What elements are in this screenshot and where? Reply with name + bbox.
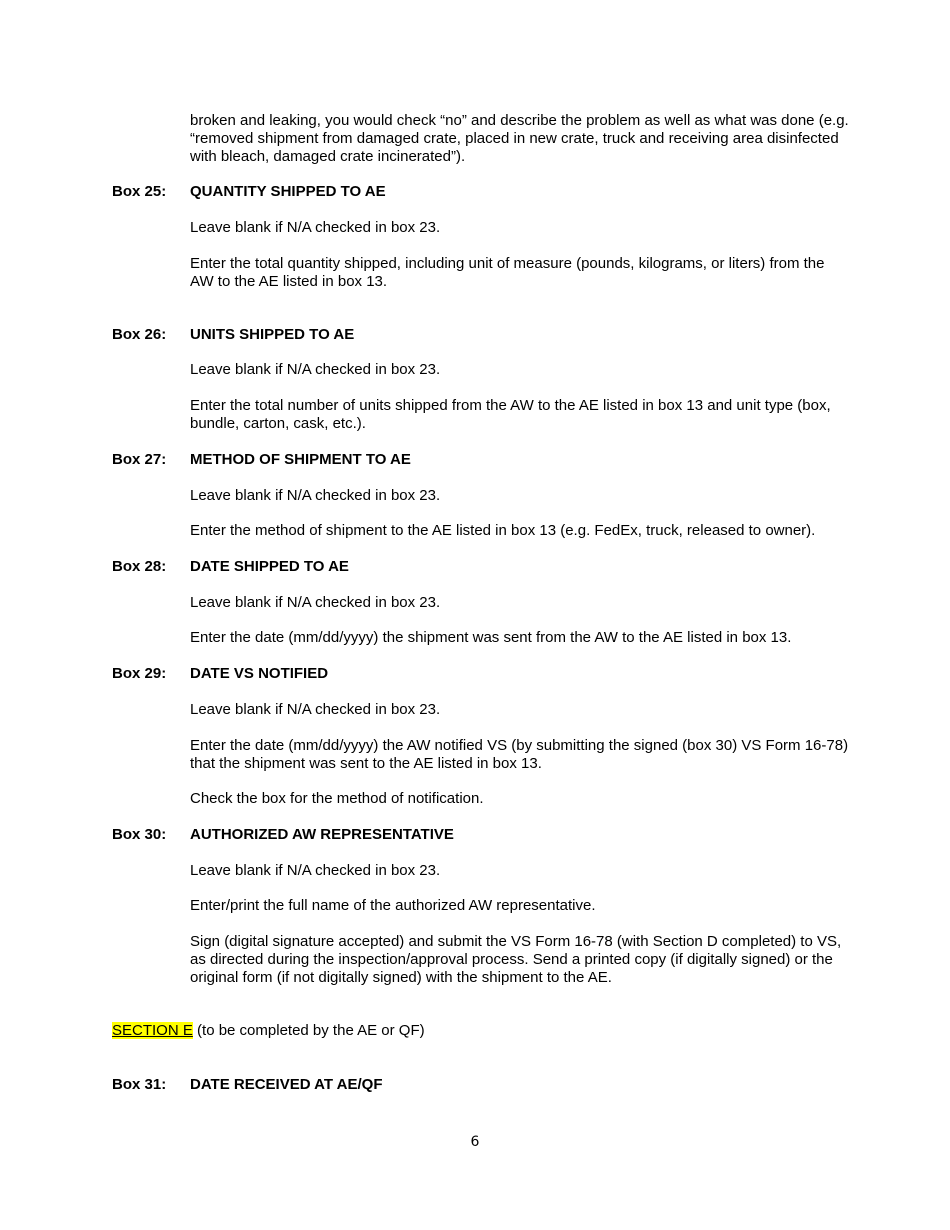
box-30-title: AUTHORIZED AW REPRESENTATIVE xyxy=(190,826,454,843)
box-28-paragraph-1: Leave blank if N/A checked in box 23. xyxy=(190,594,441,611)
box-25-paragraph-1: Leave blank if N/A checked in box 23. xyxy=(190,219,441,236)
box-31-title: DATE RECEIVED AT AE/QF xyxy=(190,1076,383,1093)
section-e-description: (to be completed by the AE or QF) xyxy=(192,1022,425,1039)
box-29-title: DATE VS NOTIFIED xyxy=(190,665,329,682)
box-30-paragraph-2: Enter/print the full name of the authorized AW representative. xyxy=(190,897,596,914)
continuation-paragraph: broken and leaking, you would check “no” and describe the problem as well as what was done (e.g. “removed shipment from damaged crate, placed in new crate, truck and receiving area disinfected with bleach, damaged crate incinerated”). xyxy=(190,112,849,165)
box-29-label: Box 29: xyxy=(112,665,167,682)
box-26-title: UNITS SHIPPED TO AE xyxy=(190,326,355,343)
section-e-heading xyxy=(112,1022,425,1040)
box-30-paragraph-3: Sign (digital signature accepted) and submit the VS Form 16-78 (with Section D completed) to VS, as directed during the inspection/approval process. Send a printed copy (if digitally signed) or the original form (if not digitally signed) with the shipment to the AE. xyxy=(190,933,842,986)
box-25-paragraph-2: Enter the total quantity shipped, including unit of measure (pounds, kilograms, or liters) from the AW to the AE listed in box 13. xyxy=(190,255,825,290)
box-29-paragraph-3: Check the box for the method of notification. xyxy=(190,790,484,807)
box-30-paragraph-1: Leave blank if N/A checked in box 23. xyxy=(190,862,441,879)
box-30-label: Box 30: xyxy=(112,826,167,843)
page-number: 6 xyxy=(470,1134,480,1150)
box-29-paragraph-2: Enter the date (mm/dd/yyyy) the AW notified VS (by submitting the signed (box 30) VS Form 16-78) that the shipment was sent to the AE listed in box 13. xyxy=(190,737,849,772)
box-31-label: Box 31: xyxy=(112,1076,167,1093)
box-25-label: Box 25: xyxy=(112,183,167,200)
box-27-paragraph-2: Enter the method of shipment to the AE listed in box 13 (e.g. FedEx, truck, released to owner). xyxy=(190,522,816,539)
box-28-label: Box 28: xyxy=(112,558,167,575)
box-27-label: Box 27: xyxy=(112,451,167,468)
box-26-label: Box 26: xyxy=(112,326,167,343)
box-26-paragraph-2: Enter the total number of units shipped from the AW to the AE listed in box 13 and unit type (box, bundle, carton, cask, etc.). xyxy=(190,397,831,432)
box-27-title: METHOD OF SHIPMENT TO AE xyxy=(190,451,411,468)
section-e-tag: SECTION E xyxy=(112,1022,193,1039)
box-28-paragraph-2: Enter the date (mm/dd/yyyy) the shipment was sent from the AW to the AE listed in box 13. xyxy=(190,629,792,646)
box-28-title: DATE SHIPPED TO AE xyxy=(190,558,349,575)
box-27-paragraph-1: Leave blank if N/A checked in box 23. xyxy=(190,487,441,504)
box-25-title: QUANTITY SHIPPED TO AE xyxy=(190,183,386,200)
box-26-paragraph-1: Leave blank if N/A checked in box 23. xyxy=(190,361,441,378)
box-29-paragraph-1: Leave blank if N/A checked in box 23. xyxy=(190,701,441,718)
